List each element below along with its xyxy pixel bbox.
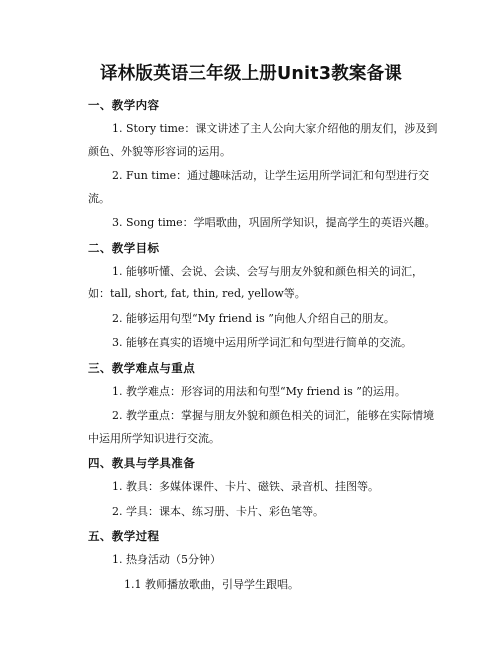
paragraph: 3. Song time：学唱歌曲，巩固所学知识，提高学生的英语兴趣。 — [112, 216, 436, 229]
paragraph: 2. 教学重点：掌握与朋友外貌和颜色相关的词汇，能够在实际情境中运用所学知识进行交流。 — [88, 409, 434, 445]
paragraph: 3. 能够在真实的语境中运用所学词汇和句型进行简单的交流。 — [112, 336, 412, 349]
section-heading-difficulties-focus: 三、教学难点与重点 — [88, 360, 196, 375]
paragraph: 1. 热身活动（5分钟） — [112, 553, 221, 566]
paragraph: 1. 能够听懂、会说、会读、会写与朋友外貌和颜色相关的词汇，如：tall, short, fat, thin, red, yellow等。 — [88, 264, 423, 300]
paragraph: 2. 学具：课本、练习册、卡片、彩色笔等。 — [112, 504, 324, 518]
paragraph: 1. 教具：多媒体课件、卡片、磁铁、录音机、挂图等。 — [112, 480, 379, 493]
sub-item: 1.1 教师播放歌曲，引导学生跟唱。 — [124, 577, 299, 591]
section-heading-teaching-aids: 四、教具与学具准备 — [88, 456, 196, 470]
paragraph: 1. Story time：课文讲述了主人公向大家介绍他的朋友们，涉及到颜色、外貌等形容词的运用。 — [88, 122, 438, 158]
paragraph: 1. 教学难点：形容词的用法和句型“My friend is ”的运用。 — [112, 384, 406, 398]
document-title: 译林版英语三年级上册Unit3教案备课 — [99, 64, 402, 84]
paragraph: 2. Fun time：通过趣味活动，让学生运用所学词汇和句型进行交流。 — [88, 169, 430, 205]
document-body — [88, 94, 440, 596]
paragraph: 2. 能够运用句型“My friend is ”向他人介绍自己的朋友。 — [112, 311, 395, 325]
section-heading-teaching-goals: 二、教学目标 — [88, 240, 160, 255]
section-heading-teaching-content: 一、教学内容 — [88, 98, 160, 112]
section-heading-teaching-process: 五、教学过程 — [88, 529, 160, 543]
